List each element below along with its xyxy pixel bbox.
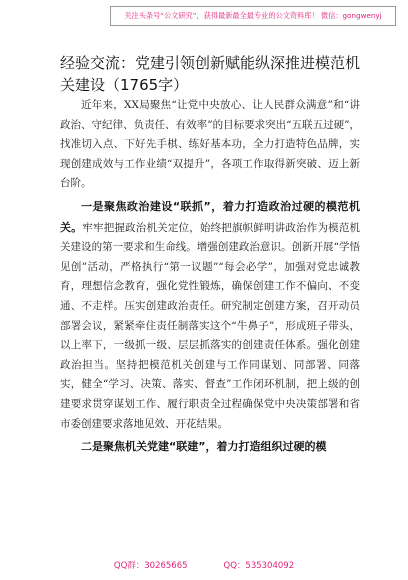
header-banner xyxy=(110,6,396,26)
section-2-paragraph xyxy=(60,437,360,458)
section-2-heading: 二是聚焦机关党建“联建”，着力打造组织过硬的模 xyxy=(81,440,327,454)
document-title: 经验交流：党建引领创新赋能纵深推进模范机关建设（1765字） xyxy=(60,54,361,94)
section-1-paragraph xyxy=(60,197,360,434)
intro-paragraph: 近年来，XX局聚焦“让党中央放心、让人民群众满意”和“讲政治、守纪律、负责任、有效率”的目标要求突出“五联五过硬”，找准切入点、下好先手棋、练好基本功，全力打造特色品牌，实现创建成效与工作业绩“双提升”，各项工作取得新突破、迈上新台阶。 xyxy=(60,99,360,190)
banner-text: 关注头条号“公文研究”，获得最新最全最专业的公文资料库！ 微信：gongwenyj xyxy=(124,11,382,20)
section-1-text: 牢牢把握政治机关定位，始终把旗帜鲜明讲政治作为模范机关建设的第一要求和生命线。增强创建政治意识。创新开展“学悟见创”活动，严格执行“第一议题”“每会必学”，加强对党忠诚教育，理想信念教育，强化党性锻炼，确保创建工作不偏向、不变通、不走样。压实创建政治责任。研究制定创建方案，召开动员部署会议，紧紧牵住责任制落实这个“牛鼻子”，形成班子带头，以上率下，一级抓一级、层层抓落实的创建责任体系。强化创建政治担当。坚持把模范机关创建与工作同谋划、同部署、同落实，健全“学习、决策、落实、督查”工作闭环机制，把上级的创建要求贯穿谋划工作、履行职责全过程确保党中央决策部署和省市委创建要求落地见效、开花结果。 xyxy=(60,221,361,430)
footer-qq-group: QQ群：30265665 xyxy=(113,561,188,571)
footer xyxy=(0,556,408,574)
footer-qq: QQ：535304092 xyxy=(223,561,295,571)
section-1-heading: 一是聚焦政治建设“联抓”，着力打造政治过硬的模范机关。 xyxy=(60,199,360,234)
document-body xyxy=(60,96,360,458)
